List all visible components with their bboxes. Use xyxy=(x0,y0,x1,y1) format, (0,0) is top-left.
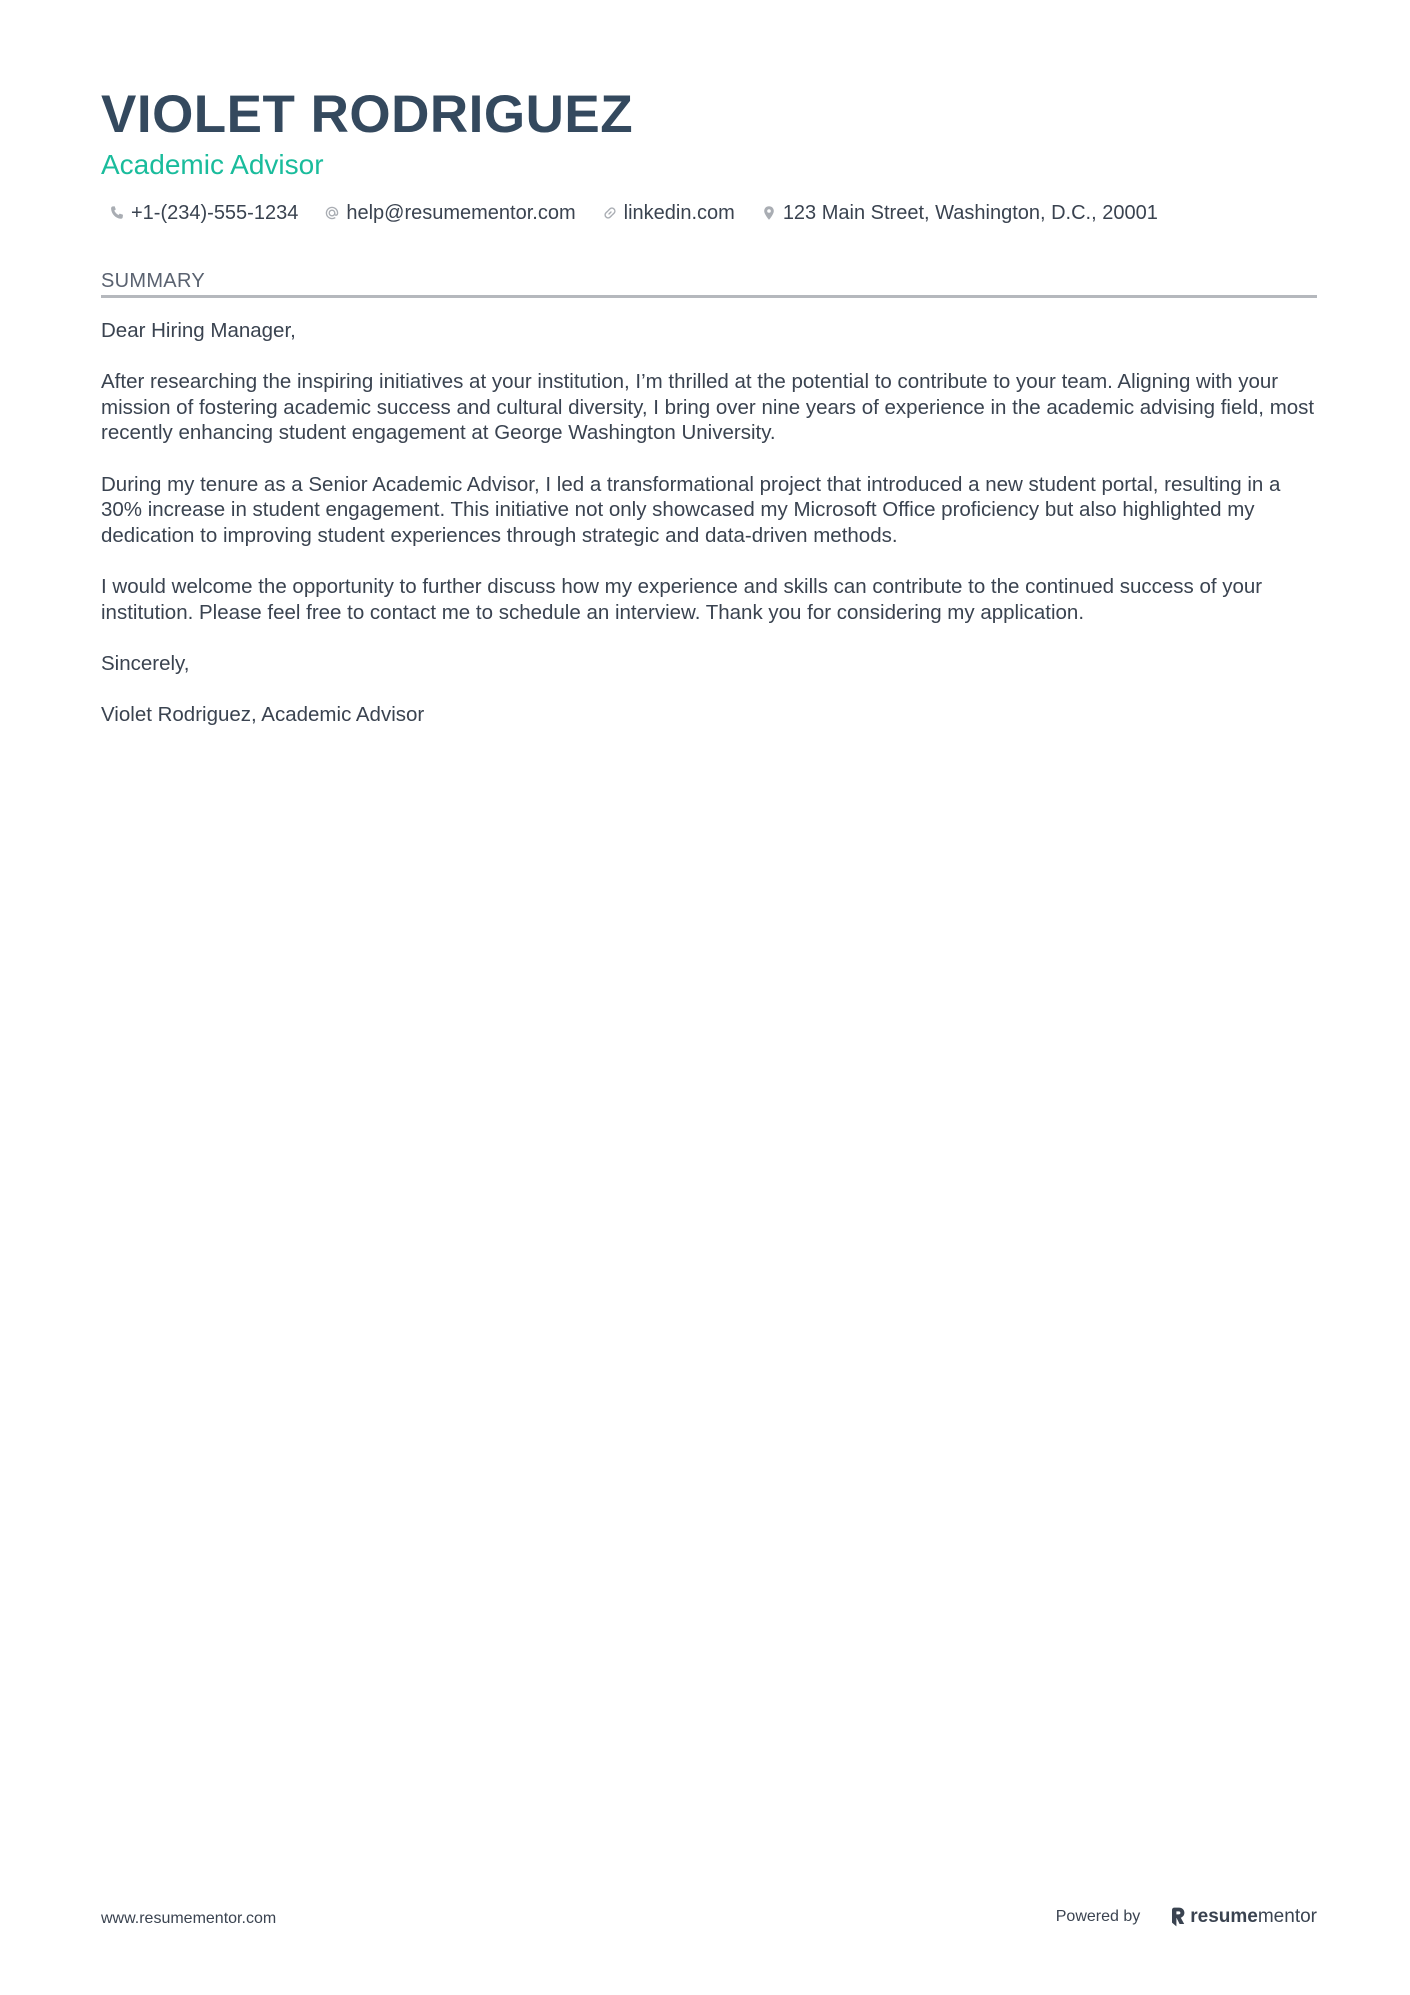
letter-paragraph: During my tenure as a Senior Academic Advisor, I led a transformational project that introduced a new student portal, resulting in a 30% increase in student engagement. This initiative not only showcased my Microsoft Office proficiency but also highlighted my dedication to improving student experiences through strategic and data-driven methods. xyxy=(101,472,1281,547)
job-title: Academic Advisor xyxy=(101,149,324,180)
street-address: 123 Main Street, Washington, D.C., 20001 xyxy=(782,201,1158,224)
section-divider xyxy=(101,295,1317,298)
resumementor-logo-icon xyxy=(1170,1906,1186,1928)
brand-logo[interactable] xyxy=(1170,1906,1317,1928)
linkedin-url: linkedin.com xyxy=(623,201,735,224)
brand-name-bold: resume xyxy=(1190,1906,1258,1927)
powered-by-label: Powered by xyxy=(1055,1908,1141,1925)
letter-paragraph: I would welcome the opportunity to further discuss how my experience and skills can contribute to the continued success of your institution. Please feel free to contact me to schedule an interview. Thank you for considering my application. xyxy=(101,574,1263,624)
email-address: help@resumementor.com xyxy=(346,201,576,224)
letter-paragraph: After researching the inspiring initiatives at your institution, I’m thrilled at the potential to contribute to your team. Aligning with your mission of fostering academic success and cultural diversity, I bring over nine years of experience in the academic advising field, most recently enhancing student engagement at George Washington University. xyxy=(101,370,1315,445)
candidate-name: VIOLET RODRIGUEZ xyxy=(101,85,634,144)
at-icon xyxy=(324,205,340,221)
contact-bar xyxy=(109,198,1184,228)
contact-address xyxy=(761,202,1158,225)
summary-heading: SUMMARY xyxy=(101,270,205,292)
link-icon xyxy=(602,205,618,221)
cover-letter-body xyxy=(101,318,1317,753)
closing: Sincerely, xyxy=(101,651,190,675)
contact-linkedin xyxy=(602,202,735,225)
contact-email xyxy=(324,202,575,225)
brand-name-regular: mentor xyxy=(1257,1906,1317,1927)
contact-phone xyxy=(109,202,298,225)
phone-icon xyxy=(109,205,125,221)
powered-by xyxy=(1056,1904,1317,1930)
footer-website-link[interactable]: www.resumementor.com xyxy=(101,1910,277,1927)
location-pin-icon xyxy=(761,205,777,221)
phone-number: +1-(234)-555-1234 xyxy=(131,201,299,224)
resume-page xyxy=(101,0,1317,1995)
salutation: Dear Hiring Manager, xyxy=(101,319,296,342)
signature: Violet Rodriguez, Academic Advisor xyxy=(101,702,425,726)
